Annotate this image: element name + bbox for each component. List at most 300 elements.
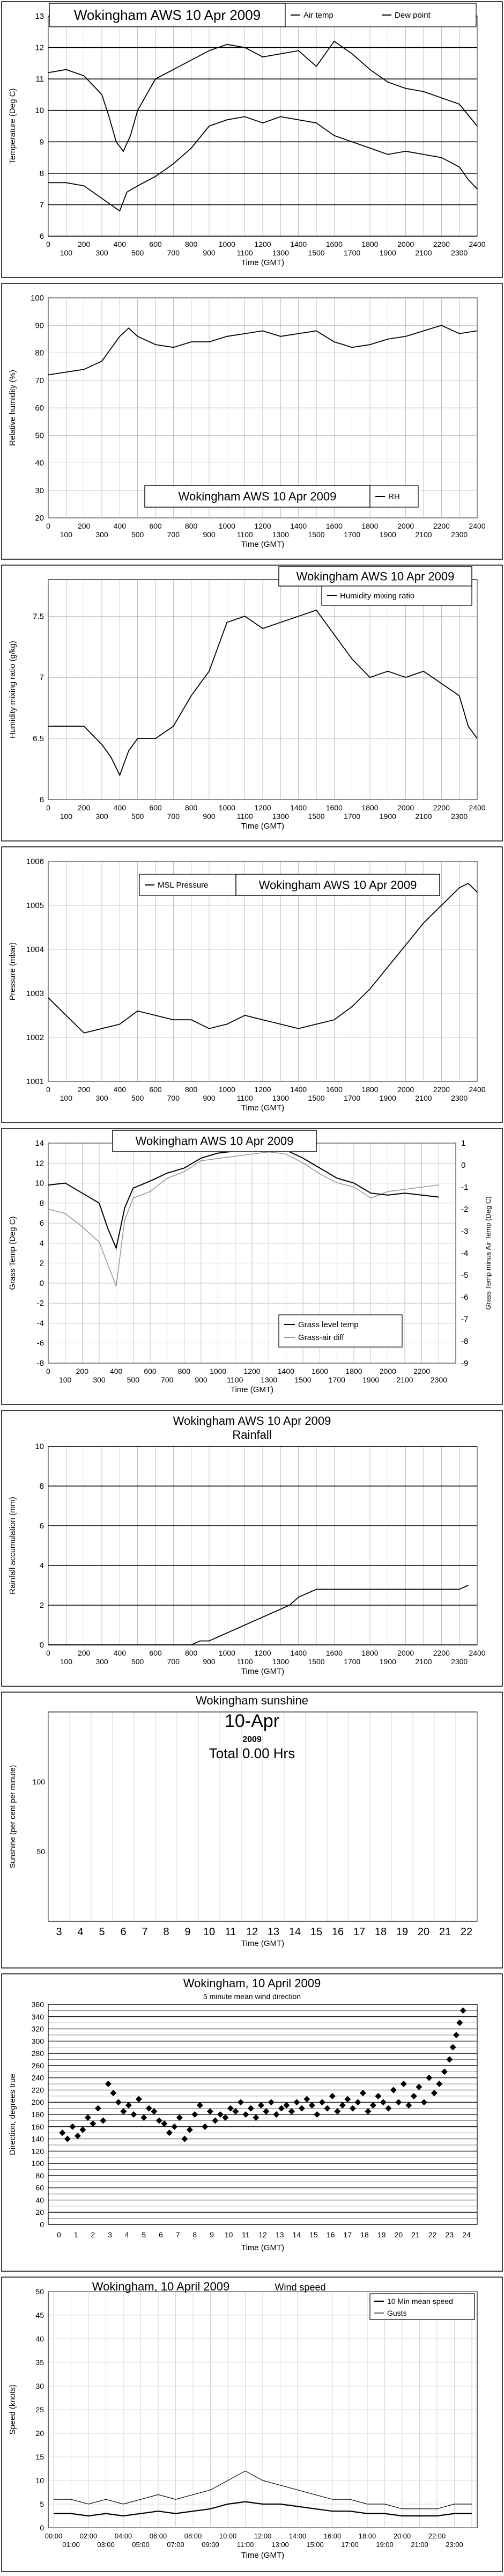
x-tick-label: 2000 <box>379 1367 396 1375</box>
x-tick-label: 500 <box>131 812 144 821</box>
x-tick-label: 900 <box>203 812 216 821</box>
x-tick-label: 18:00 <box>358 2532 376 2540</box>
x-tick-label: 1800 <box>361 522 379 530</box>
chart-subtitle: Rainfall <box>232 1428 272 1441</box>
panel-humidity <box>0 282 504 561</box>
y-tick-label: 35 <box>35 2358 44 2367</box>
x-tick-label: 1000 <box>218 240 235 248</box>
x-tick-label: 1600 <box>312 1367 329 1375</box>
x-tick-label: 7 <box>175 2230 180 2239</box>
x-tick-label: 600 <box>149 1085 162 1094</box>
x-tick-label: 08:00 <box>184 2532 202 2540</box>
x-tick-label: 11 <box>225 1926 236 1938</box>
y-tick-label: 6.5 <box>33 734 44 744</box>
x-tick-label: 500 <box>131 1657 144 1666</box>
y-tick-label: 360 <box>31 2000 44 2009</box>
y-tick-label: 50 <box>35 2287 44 2296</box>
wind-speed-chart <box>0 2275 504 2573</box>
x-tick-label: 2100 <box>415 1657 432 1666</box>
x-tick-label: 100 <box>60 1657 73 1666</box>
x-tick-label: 0 <box>46 240 50 248</box>
x-tick-label: 1100 <box>236 1657 253 1666</box>
x-tick-label: 2100 <box>396 1375 413 1384</box>
legend-entry: 10 Min mean speed <box>387 2297 453 2306</box>
x-tick-label: 1400 <box>290 240 307 248</box>
x-tick-label: 1400 <box>290 1649 307 1657</box>
y-tick-label: 1006 <box>26 857 44 866</box>
y-axis-label: Speed (knots) <box>8 2384 17 2435</box>
x-tick-label: 200 <box>77 240 91 248</box>
x-tick-label: 2100 <box>415 248 432 257</box>
x-tick-label: 1500 <box>308 248 325 257</box>
x-tick-label: 5 <box>142 2230 146 2239</box>
x-tick-label: 2300 <box>451 1094 468 1102</box>
y-tick-label: 10 <box>35 1179 44 1188</box>
x-tick-label: 400 <box>113 1649 127 1657</box>
x-tick-label: 5 <box>99 1926 105 1938</box>
x-tick-label: 11 <box>242 2230 250 2239</box>
x-tick-label: 2200 <box>433 240 450 248</box>
y-tick-label: 1001 <box>26 1077 44 1086</box>
y-tick-label: 9 <box>39 137 44 147</box>
x-tick-label: 700 <box>167 1094 180 1102</box>
chart-subtitle: 5 minute mean wind direction <box>203 1992 301 2001</box>
y-right-tick-label: -5 <box>461 1271 469 1280</box>
chart-title: Wokingham AWS 10 Apr 2009 <box>173 1414 331 1428</box>
x-tick-label: 800 <box>184 240 198 248</box>
x-tick-label: 1700 <box>344 530 361 539</box>
y-tick-label: 11 <box>35 75 44 84</box>
x-axis-label: Time (GMT) <box>241 1667 285 1676</box>
y-tick-label: 7 <box>39 673 44 683</box>
x-tick-label: 700 <box>160 1375 174 1384</box>
x-tick-label: 2400 <box>469 1649 486 1657</box>
x-tick-label: 800 <box>184 1649 198 1657</box>
y-right-tick-label: -7 <box>461 1315 469 1324</box>
x-tick-label: 19 <box>377 2230 386 2239</box>
chart-subtitle: 10-Apr <box>224 1711 280 1731</box>
y-tick-label: 1003 <box>26 989 44 998</box>
x-tick-label: 1600 <box>325 240 343 248</box>
y-right-tick-label: -8 <box>461 1337 469 1346</box>
y-tick-label: 180 <box>31 2110 44 2119</box>
y-tick-label: 25 <box>35 2405 44 2414</box>
x-tick-label: 16 <box>331 1926 344 1938</box>
x-tick-label: 15 <box>310 1926 323 1938</box>
x-tick-label: 21:00 <box>411 2541 428 2549</box>
x-tick-label: 16:00 <box>323 2532 342 2540</box>
x-tick-label: 2300 <box>451 248 468 257</box>
y-tick-label: 0 <box>40 2523 44 2532</box>
y-tick-label: 6 <box>39 1219 44 1228</box>
y-tick-label: 30 <box>35 2382 44 2390</box>
x-tick-label: 200 <box>77 803 91 812</box>
x-tick-label: 12:00 <box>254 2532 272 2540</box>
x-tick-label: 12 <box>258 2230 267 2239</box>
x-tick-label: 1900 <box>379 1657 396 1666</box>
x-tick-label: 1900 <box>379 812 396 821</box>
y-tick-label: 160 <box>31 2122 44 2131</box>
x-tick-label: 11:00 <box>236 2541 254 2549</box>
x-tick-label: 19 <box>396 1926 409 1938</box>
y-axis-label: Grass Temp (Deg C) <box>8 1216 17 1290</box>
x-tick-label: 0 <box>46 522 50 530</box>
x-tick-label: 1800 <box>361 1649 379 1657</box>
y-axis-label: Rainfall accumulation (mm) <box>8 1497 17 1594</box>
x-tick-label: 15:00 <box>306 2541 324 2549</box>
y-axis-label: Direction, degrees true <box>8 2074 17 2155</box>
x-tick-label: 23:00 <box>446 2541 463 2549</box>
x-tick-label: 05:00 <box>132 2541 150 2549</box>
x-tick-label: 900 <box>203 1657 216 1666</box>
y-right-tick-label: 0 <box>461 1161 466 1170</box>
x-tick-label: 600 <box>144 1367 157 1375</box>
x-tick-label: 19:00 <box>376 2541 394 2549</box>
x-tick-label: 1200 <box>254 1085 271 1094</box>
x-tick-label: 2200 <box>413 1367 431 1375</box>
x-tick-label: 500 <box>131 1094 144 1102</box>
x-tick-label: 07:00 <box>167 2541 184 2549</box>
y-tick-label: 7.5 <box>33 612 44 621</box>
y-tick-label: 260 <box>31 2061 44 2070</box>
y-tick-label: -8 <box>36 1359 44 1368</box>
x-tick-label: 400 <box>113 522 127 530</box>
y-right-tick-label: -4 <box>461 1249 469 1258</box>
y-tick-label: -6 <box>36 1338 44 1348</box>
chart-title: Wokingham AWS 10 Apr 2009 <box>258 878 417 892</box>
y-tick-label: 100 <box>32 1777 45 1786</box>
y-tick-label: 220 <box>31 2085 44 2095</box>
x-tick-label: 21 <box>411 2230 420 2239</box>
x-tick-label: 2400 <box>469 522 486 530</box>
x-tick-label: 700 <box>167 1657 180 1666</box>
x-tick-label: 300 <box>93 1375 106 1384</box>
y-tick-label: 12 <box>35 1159 44 1168</box>
x-tick-label: 2200 <box>433 1649 450 1657</box>
y-tick-label: 30 <box>35 486 44 495</box>
x-tick-label: 100 <box>60 812 73 821</box>
x-tick-label: 1300 <box>272 530 289 539</box>
x-tick-label: 2200 <box>433 1085 450 1094</box>
y-right-tick-label: -3 <box>461 1227 469 1236</box>
wind-direction-chart <box>0 1972 504 2273</box>
y-right-axis-label: Grass Temp minus Air Temp (Deg C) <box>484 1196 492 1310</box>
y-axis-label: Temperature (Deg C) <box>8 88 17 164</box>
x-tick-label: 100 <box>58 1375 72 1384</box>
y-tick-label: 20 <box>35 2208 44 2217</box>
chart-title: Wokingham AWS 10 Apr 2009 <box>73 7 261 24</box>
x-tick-label: 1 <box>73 2230 78 2239</box>
y-axis-label: Relative humidity (%) <box>8 370 17 446</box>
x-tick-label: 900 <box>195 1375 207 1384</box>
y-tick-label: 45 <box>35 2311 44 2319</box>
x-axis-label: Time (GMT) <box>241 1939 285 1948</box>
x-tick-label: 22:00 <box>428 2532 446 2540</box>
x-tick-label: 1000 <box>210 1367 227 1375</box>
legend-entry: MSL Pressure <box>158 881 209 890</box>
x-tick-label: 1600 <box>325 1649 343 1657</box>
x-tick-label: 900 <box>203 530 216 539</box>
panel-rainfall <box>0 1409 504 1688</box>
humidity-chart <box>0 282 504 561</box>
mixing-ratio-chart <box>0 564 504 843</box>
y-tick-label: 12 <box>35 43 44 53</box>
x-tick-label: 1000 <box>218 803 235 812</box>
x-tick-label: 900 <box>203 248 216 257</box>
x-tick-label: 200 <box>76 1367 89 1375</box>
x-tick-label: 2300 <box>430 1375 447 1384</box>
x-tick-label: 2200 <box>433 803 450 812</box>
y-tick-label: 70 <box>35 376 44 385</box>
x-tick-label: 100 <box>60 530 73 539</box>
x-tick-label: 3 <box>108 2230 112 2239</box>
x-tick-label: 2 <box>91 2230 95 2239</box>
x-tick-label: 600 <box>149 803 162 812</box>
x-tick-label: 1600 <box>325 522 343 530</box>
x-tick-label: 1700 <box>344 1094 361 1102</box>
x-tick-label: 13:00 <box>271 2541 289 2549</box>
x-tick-label: 17 <box>343 2230 352 2239</box>
legend-entry: Grass-air diff <box>298 1333 344 1342</box>
y-tick-label: 300 <box>31 2037 44 2046</box>
y-tick-label: 40 <box>35 2196 44 2205</box>
x-tick-label: 300 <box>95 1094 108 1102</box>
y-right-tick-label: -6 <box>461 1293 469 1302</box>
x-tick-label: 800 <box>184 803 198 812</box>
x-tick-label: 15 <box>309 2230 318 2239</box>
x-tick-label: 1300 <box>272 812 289 821</box>
x-tick-label: 1800 <box>345 1367 362 1375</box>
x-tick-label: 1800 <box>361 803 379 812</box>
y-axis-label: Pressure (mbar) <box>8 942 17 1001</box>
y-tick-label: 140 <box>31 2134 44 2143</box>
x-tick-label: 7 <box>142 1926 148 1938</box>
x-tick-label: 10 <box>224 2230 233 2239</box>
x-axis-label: Time (GMT) <box>241 258 285 267</box>
x-tick-label: 6 <box>120 1926 127 1938</box>
y-tick-label: 20 <box>35 2429 44 2438</box>
x-tick-label: 10:00 <box>219 2532 237 2540</box>
x-tick-label: 600 <box>149 240 162 248</box>
x-tick-label: 100 <box>60 1094 73 1102</box>
x-tick-label: 700 <box>167 530 180 539</box>
x-tick-label: 1000 <box>218 1649 235 1657</box>
x-tick-label: 01:00 <box>62 2541 80 2549</box>
x-tick-label: 1300 <box>272 248 289 257</box>
grass-temp-chart <box>0 1127 504 1406</box>
x-axis-label: Time (GMT) <box>241 1103 285 1113</box>
y-tick-label: 80 <box>35 2171 44 2180</box>
y-tick-label: 120 <box>31 2147 44 2156</box>
panel-pressure <box>0 845 504 1124</box>
x-tick-label: 1200 <box>254 240 271 248</box>
panel-wind-direction <box>0 1972 504 2273</box>
x-tick-label: 2000 <box>397 1085 414 1094</box>
x-tick-label: 14 <box>292 2230 301 2239</box>
x-tick-label: 1500 <box>308 1657 325 1666</box>
x-tick-label: 100 <box>60 248 73 257</box>
x-tick-label: 2100 <box>415 530 432 539</box>
x-tick-label: 1200 <box>254 803 271 812</box>
x-tick-label: 2000 <box>397 522 414 530</box>
chart-year: 2009 <box>242 1735 262 1744</box>
y-tick-label: 60 <box>35 2183 44 2192</box>
x-tick-label: 1700 <box>344 1657 361 1666</box>
x-tick-label: 600 <box>149 1649 162 1657</box>
y-tick-label: 280 <box>31 2049 44 2058</box>
x-tick-label: 8 <box>163 1926 169 1938</box>
y-tick-label: 4 <box>39 1561 44 1570</box>
x-axis-label: Time (GMT) <box>241 822 285 831</box>
panel-wind-speed <box>0 2275 504 2573</box>
y-tick-label: 14 <box>35 1139 44 1148</box>
x-tick-label: 400 <box>113 803 127 812</box>
x-tick-label: 1200 <box>254 522 271 530</box>
x-tick-label: 2300 <box>451 530 468 539</box>
x-tick-label: 1300 <box>261 1375 278 1384</box>
y-tick-label: 5 <box>40 2500 44 2508</box>
x-tick-label: 800 <box>184 522 198 530</box>
chart-subtitle: Wind speed <box>275 2282 326 2293</box>
x-tick-label: 200 <box>77 1085 91 1094</box>
x-tick-label: 1800 <box>361 240 379 248</box>
y-tick-label: 20 <box>35 514 44 523</box>
x-tick-label: 1900 <box>362 1375 380 1384</box>
y-tick-label: 240 <box>31 2073 44 2082</box>
x-tick-label: 800 <box>184 1085 198 1094</box>
x-tick-label: 0 <box>46 1367 50 1375</box>
x-tick-label: 600 <box>149 522 162 530</box>
y-right-tick-label: -2 <box>461 1205 469 1214</box>
x-tick-label: 1700 <box>344 248 361 257</box>
x-tick-label: 400 <box>113 240 127 248</box>
y-right-tick-label: -9 <box>461 1359 469 1368</box>
x-tick-label: 9 <box>184 1926 191 1938</box>
legend-entry: Air temp <box>303 11 333 20</box>
x-tick-label: 1100 <box>236 248 253 257</box>
y-tick-label: 1002 <box>26 1033 44 1042</box>
x-tick-label: 300 <box>95 248 108 257</box>
y-tick-label: 80 <box>35 348 44 358</box>
x-tick-label: 6 <box>159 2230 163 2239</box>
x-tick-label: 1400 <box>290 522 307 530</box>
x-tick-label: 1000 <box>218 1085 235 1094</box>
x-tick-label: 1300 <box>272 1657 289 1666</box>
x-tick-label: 1500 <box>308 1094 325 1102</box>
pressure-chart <box>0 845 504 1124</box>
x-tick-label: 2200 <box>433 522 450 530</box>
chart-title: Wokingham AWS 10 Apr 2009 <box>296 569 455 583</box>
x-tick-label: 1100 <box>236 812 253 821</box>
x-tick-label: 13 <box>267 1926 280 1938</box>
x-tick-label: 1400 <box>290 803 307 812</box>
y-tick-label: 6 <box>39 1521 44 1531</box>
x-tick-label: 900 <box>203 1094 216 1102</box>
x-tick-label: 16 <box>326 2230 335 2239</box>
x-tick-label: 20 <box>394 2230 403 2239</box>
y-tick-label: -2 <box>36 1299 44 1308</box>
x-tick-label: 3 <box>56 1926 62 1938</box>
x-tick-label: 1800 <box>361 1085 379 1094</box>
y-tick-label: 2 <box>39 1258 44 1268</box>
x-tick-label: 2400 <box>469 1085 486 1094</box>
y-tick-label: 40 <box>35 458 44 468</box>
y-tick-label: 1005 <box>26 901 44 910</box>
x-tick-label: 17:00 <box>341 2541 359 2549</box>
x-tick-label: 03:00 <box>97 2541 115 2549</box>
x-tick-label: 1500 <box>308 530 325 539</box>
temperature-chart <box>0 0 504 279</box>
x-tick-label: 700 <box>167 248 180 257</box>
x-tick-label: 18 <box>374 1926 387 1938</box>
x-tick-label: 13 <box>275 2230 284 2239</box>
y-tick-label: 340 <box>31 2012 44 2021</box>
chart-title: Wokingham AWS 10 Apr 2009 <box>135 1134 294 1148</box>
x-tick-label: 700 <box>167 812 180 821</box>
legend-entry: Humidity mixing ratio <box>340 591 415 601</box>
y-tick-label: -4 <box>36 1319 44 1328</box>
y-tick-label: 50 <box>36 1847 45 1856</box>
x-tick-label: 400 <box>109 1367 123 1375</box>
x-tick-label: 2100 <box>415 1094 432 1102</box>
x-tick-label: 9 <box>210 2230 214 2239</box>
x-axis-label: Time (GMT) <box>241 540 285 549</box>
x-tick-label: 1500 <box>294 1375 312 1384</box>
x-tick-label: 800 <box>177 1367 191 1375</box>
x-tick-label: 2400 <box>469 803 486 812</box>
y-tick-label: 4 <box>39 1239 44 1248</box>
x-tick-label: 22 <box>460 1926 473 1938</box>
x-tick-label: 2400 <box>469 240 486 248</box>
x-tick-label: 1000 <box>218 522 235 530</box>
panel-sunshine <box>0 1690 504 1970</box>
x-tick-label: 23 <box>445 2230 454 2239</box>
x-tick-label: 18 <box>360 2230 369 2239</box>
x-tick-label: 8 <box>192 2230 197 2239</box>
x-tick-label: 300 <box>95 1657 108 1666</box>
x-tick-label: 2300 <box>451 812 468 821</box>
x-tick-label: 22 <box>428 2230 437 2239</box>
panel-grass-temp <box>0 1127 504 1406</box>
y-axis-label: Sunshine (per cent per minute) <box>8 1765 17 1869</box>
x-tick-label: 1700 <box>328 1375 345 1384</box>
x-tick-label: 300 <box>95 812 108 821</box>
x-tick-label: 1100 <box>236 530 253 539</box>
y-tick-label: 50 <box>35 431 44 441</box>
y-tick-label: 100 <box>30 294 44 303</box>
y-tick-label: 90 <box>35 321 44 331</box>
y-right-tick-label: 1 <box>461 1139 466 1148</box>
y-right-tick-label: -1 <box>461 1183 469 1192</box>
y-tick-label: 0 <box>39 1641 44 1650</box>
x-tick-label: 400 <box>113 1085 127 1094</box>
x-tick-label: 1700 <box>344 812 361 821</box>
x-tick-label: 20 <box>417 1926 430 1938</box>
x-tick-label: 1500 <box>308 812 325 821</box>
y-tick-label: 40 <box>35 2334 44 2343</box>
y-tick-label: 200 <box>31 2098 44 2107</box>
x-tick-label: 24 <box>462 2230 471 2239</box>
x-tick-label: 200 <box>77 1649 91 1657</box>
x-tick-label: 1900 <box>379 248 396 257</box>
x-tick-label: 500 <box>131 530 144 539</box>
x-tick-label: 500 <box>131 248 144 257</box>
sunshine-chart <box>0 1690 504 1970</box>
chart-title: Wokingham sunshine <box>196 1694 308 1707</box>
chart-title: Wokingham, 10 April 2009 <box>183 1977 321 1990</box>
x-tick-label: 04:00 <box>114 2532 132 2540</box>
x-tick-label: 14:00 <box>288 2532 307 2540</box>
